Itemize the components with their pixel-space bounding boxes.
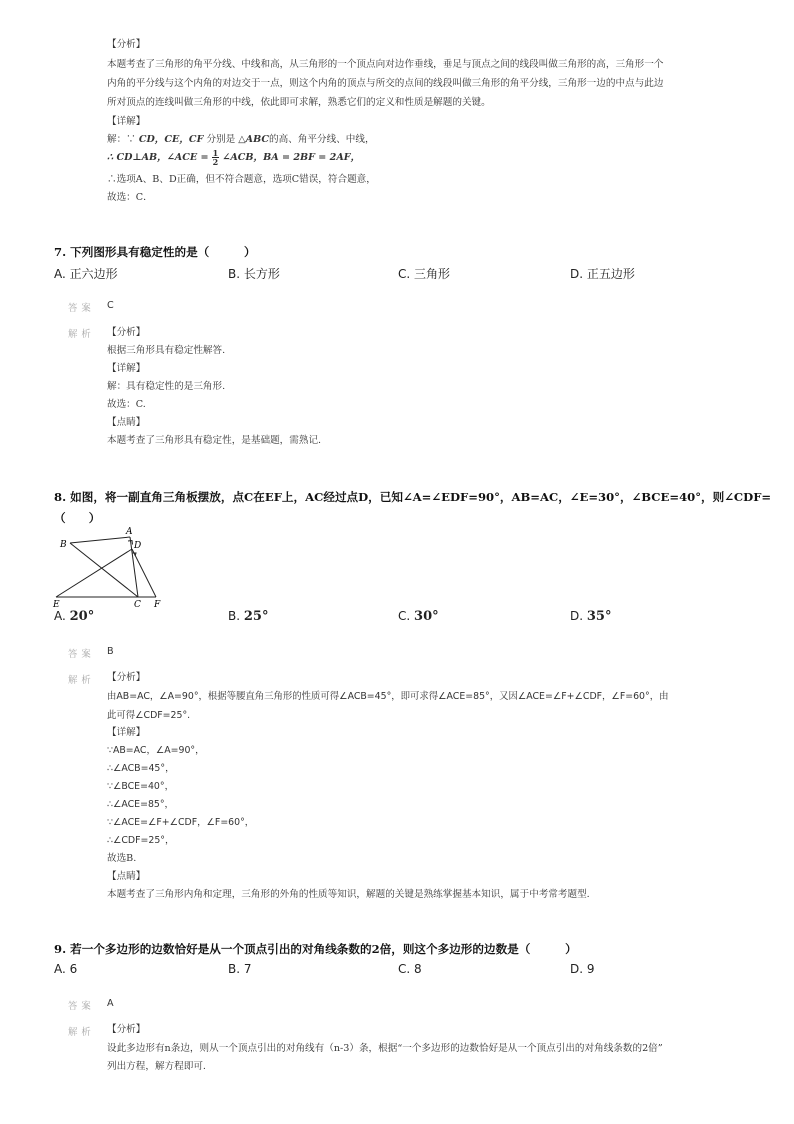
q9-option-c: C. 8 <box>398 962 422 976</box>
q8-line-2: ∵AB=AC，∠A=90°， <box>107 745 205 756</box>
fraction-numerator: 1 <box>212 148 219 158</box>
q7-answer: C <box>107 300 114 311</box>
q8-stem-line-2: （ ） <box>54 511 101 525</box>
q7-option-c: C. 三角形 <box>398 267 451 281</box>
q8-answer-label: 答案 <box>68 649 95 660</box>
q6-detail-line-1 <box>107 131 375 149</box>
q6-detail-line-1-post: 的高、角平分线、中线， <box>269 134 375 145</box>
q6-analysis-tag: 【分析】 <box>107 39 146 50</box>
q6-analysis-line-3: 所对顶点的连线叫做三角形的中线，依此即可求解，熟悉它们的定义和性质是解题的关键。 <box>107 97 491 108</box>
q7-option-d: D. 正五边形 <box>570 267 635 281</box>
q8-line-9: 【点睛】 <box>107 871 146 882</box>
q8-analysis-tag: 【分析】 <box>107 672 146 683</box>
q7-explain-label: 解析 <box>68 329 95 340</box>
label-b: B <box>60 540 67 550</box>
q8-option-a-letter: A. <box>54 609 66 623</box>
segment-df <box>132 549 156 597</box>
q6-detail-line-2 <box>107 149 360 167</box>
q7-line-6: 【点睛】 <box>107 417 146 428</box>
q9-analysis-line-1: 设此多边形有n条边，则从一个顶点引出的对角线有（n-3）条，根据“一个多边形的边数恰好是从一个顶点引出的对角线条数的2倍” <box>107 1043 663 1054</box>
q9-explain-label: 解析 <box>68 1027 95 1038</box>
q7-answer-label: 答案 <box>68 303 95 314</box>
q7-line-7: 本题考查了三角形具有稳定性，是基础题，需熟记. <box>107 435 322 446</box>
label-a: A <box>126 527 133 537</box>
q6-detail-line-1-tri: △ABC <box>238 134 270 145</box>
label-f: F <box>154 600 161 610</box>
q6-detail-line-2-a: ∴ CD⊥AB，∠ACE = <box>107 152 209 163</box>
q6-detail-line-1-pre: 解：∵ <box>107 134 136 145</box>
q8-option-c <box>398 609 439 624</box>
segment-ab <box>70 537 130 543</box>
q8-option-b-letter: B. <box>228 609 241 623</box>
fraction-denominator: 2 <box>212 157 219 167</box>
q8-option-a <box>54 609 94 624</box>
q6-detail-tag: 【详解】 <box>107 116 146 127</box>
q6-detail-line-2-b: ∠ACB，BA = 2BF = 2AF， <box>222 152 361 163</box>
q8-line-7: ∴∠CDF=25°， <box>107 835 175 846</box>
q7-line-1: 【分析】 <box>107 327 146 338</box>
q8-analysis-line-1: 由AB=AC，∠A=90°，根据等腰直角三角形的性质可得∠ACB=45°，即可求得∠ACE=85°，又因∠ACE=∠F+∠CDF，∠F=60°，由 <box>107 691 669 702</box>
q8-option-d-value: 35° <box>586 609 612 624</box>
q7-option-b: B. 长方形 <box>228 267 280 281</box>
label-d: D <box>134 541 142 551</box>
q7-line-4: 解：具有稳定性的是三角形. <box>107 381 226 392</box>
q8-line-1: 【详解】 <box>107 727 146 738</box>
q8-explain-label: 解析 <box>68 675 95 686</box>
q9-analysis-line-2: 列出方程，解方程即可. <box>107 1061 206 1072</box>
q9-option-d: D. 9 <box>570 962 595 976</box>
label-c: C <box>134 600 141 610</box>
segment-ed <box>56 549 132 597</box>
q8-option-a-value: 20° <box>69 609 95 624</box>
q9-option-a: A. 6 <box>54 962 78 976</box>
q8-option-d <box>570 609 611 624</box>
q9-analysis-tag: 【分析】 <box>107 1024 146 1035</box>
q7-line-3: 【详解】 <box>107 363 146 374</box>
q6-detail-line-4: 故选：C． <box>107 192 153 203</box>
q6-detail-fraction <box>212 149 220 166</box>
q8-option-c-value: 30° <box>414 609 439 624</box>
q8-answer: B <box>107 646 114 657</box>
q8-stem-line-1: 8. 如图，将一副直角三角板摆放，点C在EF上，AC经过点D，已知∠A=∠EDF=90°，AB=AC，∠E=30°，∠BCE=40°，则∠CDF= <box>54 490 772 504</box>
q9-option-b: B. 7 <box>228 962 252 976</box>
q9-answer: A <box>107 998 114 1009</box>
q8-option-c-letter: C. <box>398 609 411 623</box>
q8-option-b <box>228 609 268 624</box>
q8-analysis-line-2: 此可得∠CDF=25°. <box>107 710 191 721</box>
q6-detail-line-1-math: CD，CE，CF <box>138 134 204 145</box>
q8-option-d-letter: D. <box>570 609 584 623</box>
q8-line-8: 故选B. <box>107 853 137 864</box>
q8-line-10: 本题考查了三角形内角和定理，三角形的外角的性质等知识，解题的关键是熟练掌握基本知识，属于中考常考题型. <box>107 889 590 900</box>
q7-stem: 7. 下列图形具有稳定性的是（ ） <box>54 245 256 259</box>
q6-analysis-line-2: 内角的平分线与这个内角的对边交于一点，则这个内角的顶点与所交的点间的线段叫做三角形的角平分线，三角形一边的中点与此边 <box>107 78 664 89</box>
q8-line-6: ∵∠ACE=∠F+∠CDF，∠F=60°， <box>107 817 255 828</box>
q8-line-4: ∵∠BCE=40°， <box>107 781 174 792</box>
q8-line-5: ∴∠ACE=85°， <box>107 799 174 810</box>
q8-figure <box>48 525 178 611</box>
q6-detail-line-1-mid: 分别是 <box>206 134 236 145</box>
q9-stem: 9. 若一个多边形的边数恰好是从一个顶点引出的对角线条数的2倍，则这个多边形的边数是（ ） <box>54 942 577 956</box>
q8-option-b-value: 25° <box>243 609 269 624</box>
label-e: E <box>53 600 60 610</box>
q8-line-3: ∴∠ACB=45°， <box>107 763 175 774</box>
q7-line-5: 故选：C. <box>107 399 146 410</box>
q7-line-2: 根据三角形具有稳定性解答. <box>107 345 226 356</box>
q6-analysis-line-1: 本题考查了三角形的角平分线、中线和高，从三角形的一个顶点向对边作垂线，垂足与顶点之间的线段叫做三角形的高，三角形一个 <box>107 59 664 70</box>
q7-option-a: A. 正六边形 <box>54 267 118 281</box>
q9-answer-label: 答案 <box>68 1001 95 1012</box>
q6-detail-line-3: ∴选项A、B、D正确，但不符合题意，选项C错误，符合题意， <box>107 174 376 185</box>
